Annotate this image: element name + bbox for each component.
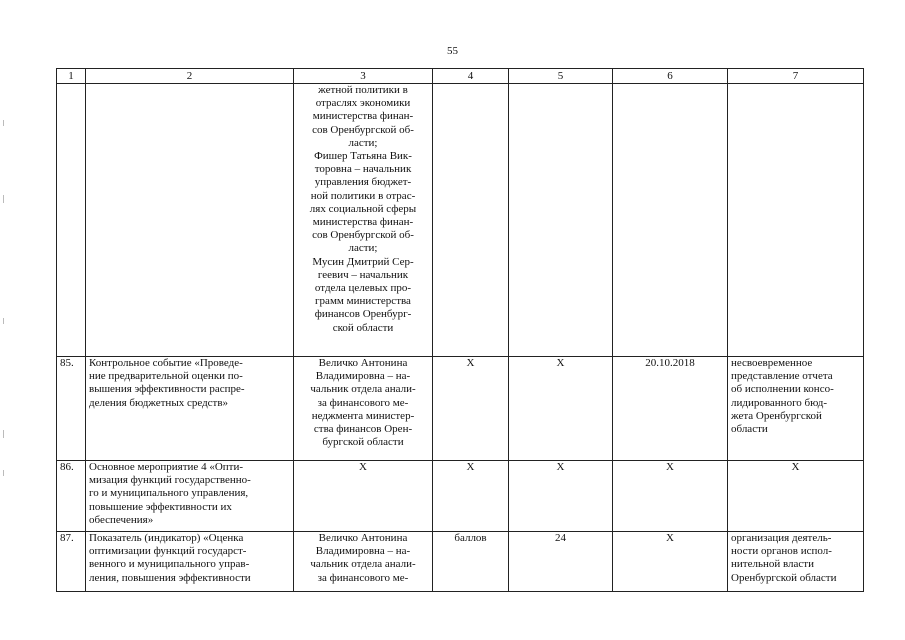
text-line: венного и муниципального управ- bbox=[89, 558, 250, 571]
text-line: ласти; bbox=[348, 136, 378, 149]
row-responsible bbox=[294, 357, 433, 461]
row-number: 86. bbox=[57, 461, 86, 532]
scan-mark bbox=[3, 120, 4, 126]
text-line: Контрольное событие «Проведе- bbox=[89, 357, 243, 369]
text-line: Оренбургской области bbox=[731, 571, 837, 584]
row-unit bbox=[433, 84, 509, 357]
text-line: неджмента министер- bbox=[311, 409, 415, 422]
row-value: Х bbox=[509, 461, 613, 532]
text-line: за финансового ме- bbox=[317, 571, 409, 584]
text-line: управления бюджет- bbox=[314, 176, 412, 189]
text-line: лях социальной сферы bbox=[309, 202, 417, 215]
row-date: Х bbox=[613, 532, 728, 592]
header-cell: 7 bbox=[728, 69, 864, 84]
row-number: 85. bbox=[57, 357, 86, 461]
row-unit: Х bbox=[433, 357, 509, 461]
row-responsible bbox=[294, 532, 433, 592]
row-description bbox=[86, 461, 294, 532]
text-line: отраслях экономики bbox=[315, 97, 411, 110]
text-line: Х bbox=[791, 461, 800, 473]
row-risk bbox=[728, 532, 864, 592]
header-cell: 3 bbox=[294, 69, 433, 84]
row-date: Х bbox=[613, 461, 728, 532]
text-line: министерства финан- bbox=[312, 216, 414, 229]
row-responsible bbox=[294, 84, 433, 357]
text-line: обеспечения» bbox=[89, 513, 154, 526]
row-risk bbox=[728, 461, 864, 532]
text-line: геевич – начальник bbox=[317, 268, 409, 281]
row-risk bbox=[728, 357, 864, 461]
text-line: несвоевременное bbox=[731, 357, 813, 369]
text-line: министерства финан- bbox=[312, 110, 414, 123]
text-line: за финансового ме- bbox=[317, 396, 409, 409]
text-line: Х bbox=[359, 461, 367, 473]
text-line: ства финансов Орен- bbox=[313, 423, 413, 436]
text-line: Фишер Татьяна Вик- bbox=[314, 150, 412, 163]
row-number bbox=[57, 84, 86, 357]
text-line: об исполнении консо- bbox=[731, 383, 834, 396]
text-line: бургской области bbox=[322, 436, 404, 449]
header-row bbox=[57, 69, 864, 84]
text-line: сов Оренбургской об- bbox=[312, 123, 414, 136]
text-line: нительной власти bbox=[731, 558, 814, 571]
text-line: чальник отдела анали- bbox=[310, 383, 416, 396]
text-line: ной политики в отрас- bbox=[310, 189, 416, 202]
row-description bbox=[86, 357, 294, 461]
row-value: Х bbox=[509, 357, 613, 461]
text-line: повышение эффективности их bbox=[89, 500, 232, 513]
text-line: ласти; bbox=[348, 242, 378, 255]
text-line: жета Оренбургской bbox=[731, 409, 822, 422]
text-line: организация деятель- bbox=[731, 532, 832, 544]
scan-mark bbox=[3, 430, 4, 438]
text-line: ние предварительной оценки по- bbox=[89, 370, 243, 383]
row-value bbox=[509, 84, 613, 357]
row-date: 20.10.2018 bbox=[613, 357, 728, 461]
text-line: представление отчета bbox=[731, 370, 833, 383]
text-line: ности органов испол- bbox=[731, 545, 832, 558]
text-line: лидированного бюд- bbox=[731, 396, 828, 409]
text-line: отдела целевых про- bbox=[314, 282, 412, 295]
text-line: области bbox=[731, 423, 768, 436]
text-line: сов Оренбургской об- bbox=[312, 229, 414, 242]
text-line: чальник отдела анали- bbox=[310, 558, 416, 571]
table-row bbox=[57, 461, 864, 532]
header-cell: 6 bbox=[613, 69, 728, 84]
text-line: Величко Антонина bbox=[318, 532, 408, 544]
text-line: мизация функций государственно- bbox=[89, 474, 251, 487]
row-description bbox=[86, 84, 294, 357]
scan-mark bbox=[3, 470, 4, 476]
row-unit: Х bbox=[433, 461, 509, 532]
text-line: финансов Оренбург- bbox=[314, 308, 412, 321]
header-cell: 1 bbox=[57, 69, 86, 84]
row-date bbox=[613, 84, 728, 357]
table-row bbox=[57, 357, 864, 461]
text-line: ской области bbox=[332, 321, 394, 334]
text-line: оптимизации функций государст- bbox=[89, 545, 247, 558]
row-responsible bbox=[294, 461, 433, 532]
document-table bbox=[56, 68, 864, 592]
text-line: деления бюджетных средств» bbox=[89, 396, 229, 409]
row-value: 24 bbox=[509, 532, 613, 592]
row-risk bbox=[728, 84, 864, 357]
header-cell: 2 bbox=[86, 69, 294, 84]
header-cell: 4 bbox=[433, 69, 509, 84]
text-line: вышения эффективности распре- bbox=[89, 383, 245, 396]
row-number: 87. bbox=[57, 532, 86, 592]
text-line: Величко Антонина bbox=[318, 357, 408, 369]
header-cell: 5 bbox=[509, 69, 613, 84]
table-row bbox=[57, 84, 864, 357]
row-description bbox=[86, 532, 294, 592]
scan-mark bbox=[3, 195, 4, 203]
table-row bbox=[57, 532, 864, 592]
scan-mark bbox=[3, 318, 4, 324]
text-line: торовна – начальник bbox=[314, 163, 412, 176]
text-line: Владимировна – на- bbox=[315, 370, 411, 383]
text-line: Мусин Дмитрий Сер- bbox=[312, 255, 414, 268]
text-line: Владимировна – на- bbox=[315, 545, 411, 558]
page-number: 55 bbox=[447, 45, 458, 57]
text-line: ления, повышения эффективности bbox=[89, 571, 251, 584]
text-line: жетной политики в bbox=[318, 84, 408, 96]
text-line: Основное мероприятие 4 «Опти- bbox=[89, 461, 243, 473]
text-line: го и муниципального управления, bbox=[89, 487, 249, 500]
text-line: грамм министерства bbox=[315, 295, 411, 308]
text-line: Показатель (индикатор) «Оценка bbox=[89, 532, 244, 544]
row-unit: баллов bbox=[433, 532, 509, 592]
